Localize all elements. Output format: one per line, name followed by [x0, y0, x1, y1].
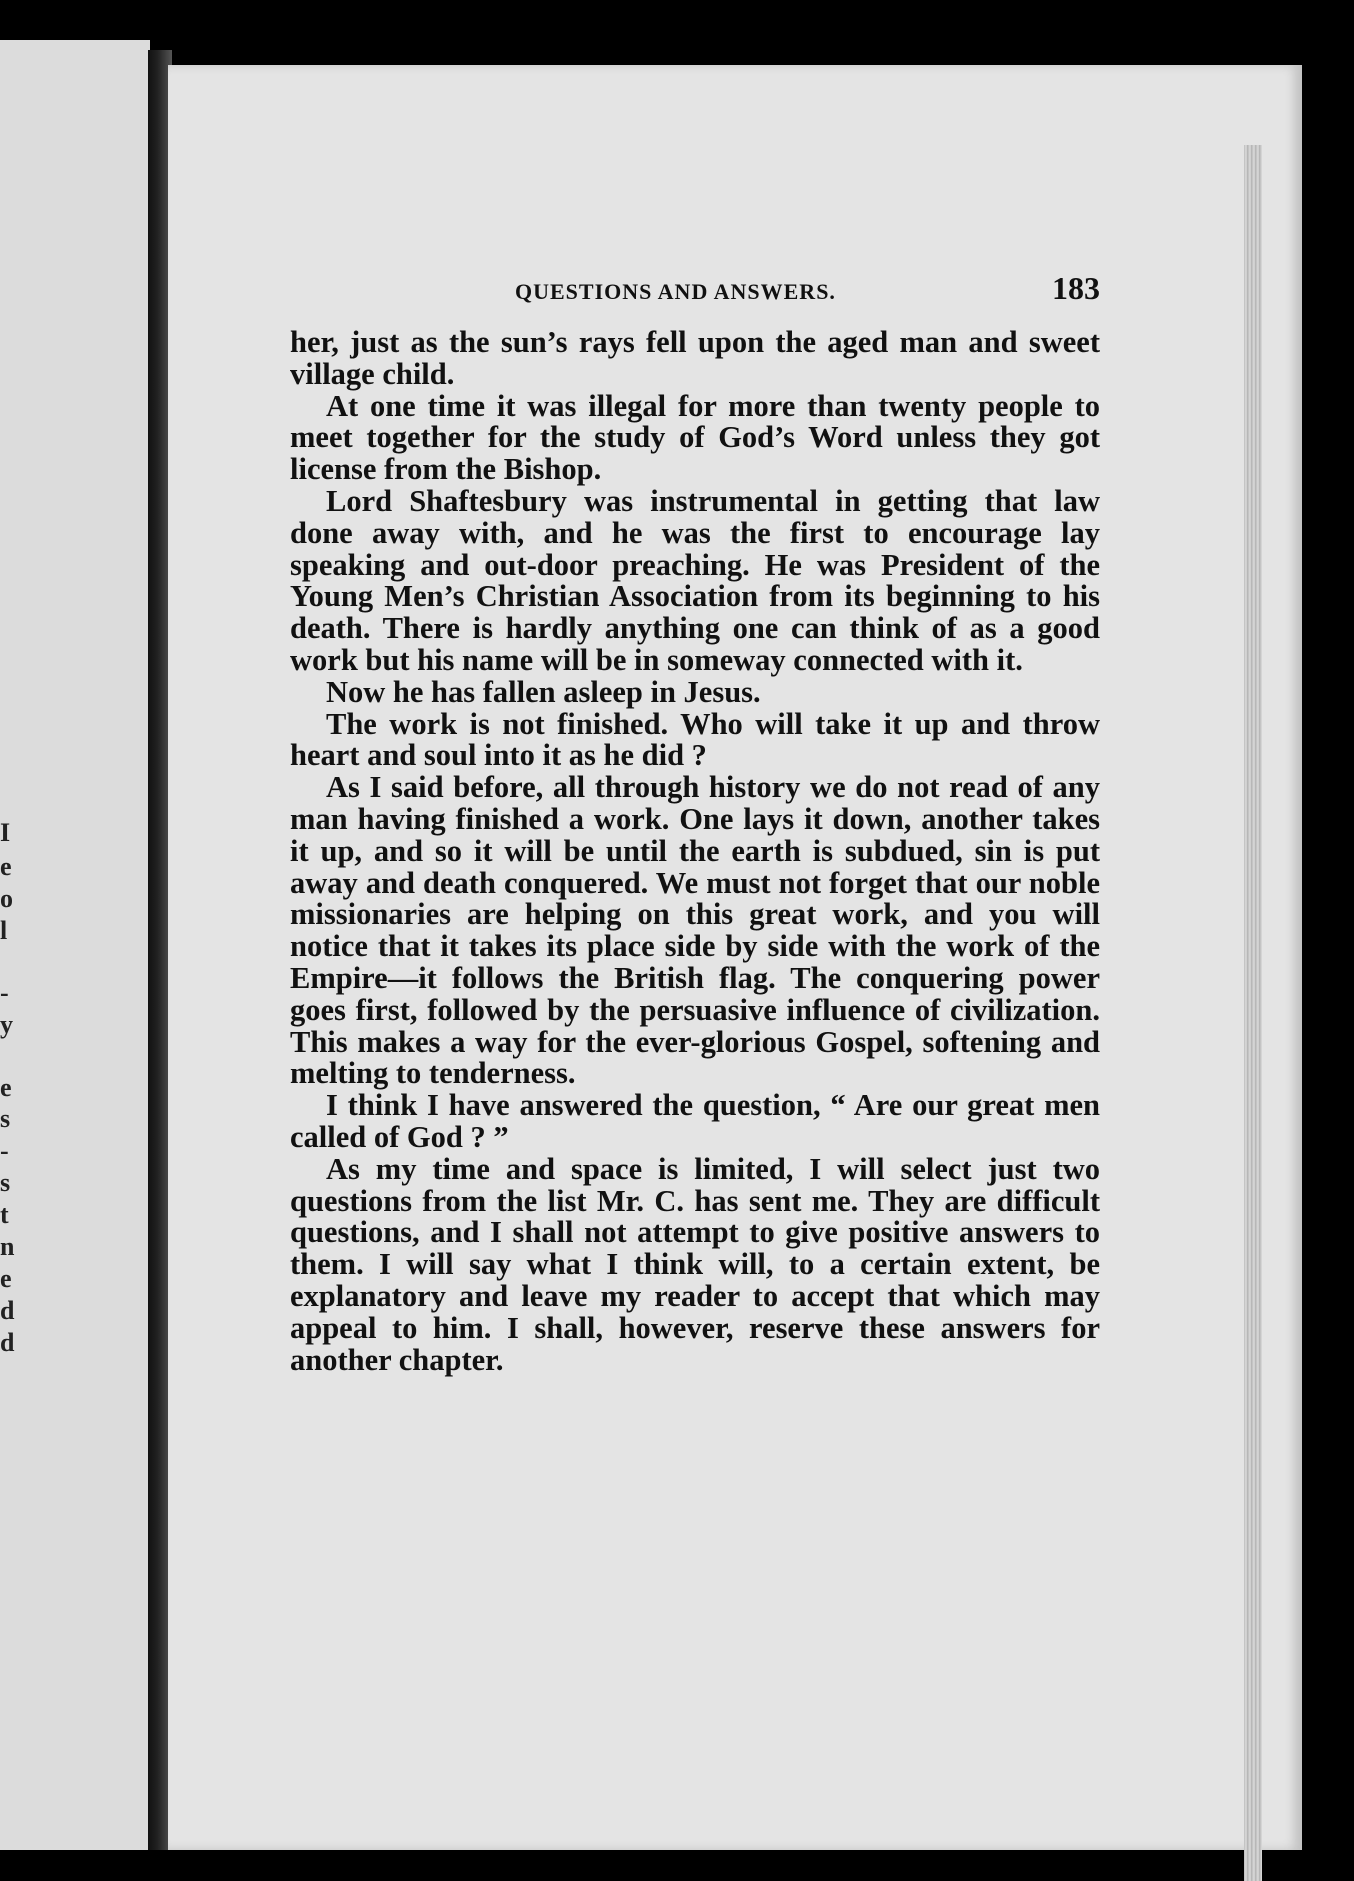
paragraph: Lord Shaftesbury was instrumental in getting that law done away with, and he was the first to encourage lay speaking and out-door preaching. He was President of the Young Men’s Christian Association from its beginning to his death. There is hardly anything one can think of as a good work but his name will be in someway connected with it.: [290, 483, 1100, 677]
edge-letter: y: [0, 1010, 13, 1039]
paragraph: her, just as the sun’s rays fell upon the aged man and sweet village child.: [290, 325, 1100, 391]
paragraph: As I said before, all through history we do not read of any man having finished a work. One lays it down, another takes it up, and so it will be until the earth is subdued, sin is put away and death conquered. We must not forget that our noble missionaries are helping on this great work, and you will notice that it takes its place side by side with the work of the Empire—it follows the British flag. The conquering power goes first, followed by the persuasive influence of civilization. This makes a way for the ever-glorious Gospel, softening and melting to tenderness.: [290, 770, 1100, 1091]
edge-letter: d: [0, 1328, 15, 1357]
running-head: [290, 270, 1100, 307]
page-edges: [1244, 145, 1262, 1881]
edge-letter: -: [0, 1136, 9, 1165]
facing-page-cut-off-letters: [0, 40, 14, 1850]
edge-letter: e: [0, 1264, 12, 1293]
edge-letter: s: [0, 1104, 11, 1133]
paragraph: The work is not finished. Who will take it up and throw heart and soul into it as he did ?: [290, 706, 1100, 773]
edge-letter: s: [0, 1168, 11, 1197]
edge-letter: I: [0, 818, 11, 847]
running-head-title: QUESTIONS AND ANSWERS.: [515, 279, 836, 304]
body-text: [290, 327, 1100, 1376]
edge-letter: o: [0, 884, 13, 913]
paragraph: Now he has fallen asleep in Jesus.: [326, 674, 761, 709]
edge-letter: t: [0, 1200, 9, 1229]
paragraph: I think I have answered the question, “ Are our great men called of God ? ”: [290, 1088, 1100, 1154]
edge-letter: e: [0, 1073, 12, 1102]
paragraph: At one time it was illegal for more than twenty people to meet together for the study of God’s Word unless they got license from the Bishop.: [290, 388, 1100, 487]
edge-letter: l: [0, 916, 8, 945]
facing-page-edge: [0, 40, 150, 1850]
page-number: 183: [1052, 270, 1100, 306]
page-text-block: [290, 270, 1100, 1376]
edge-letter: -: [0, 978, 9, 1007]
edge-letter: n: [0, 1232, 15, 1261]
paragraph: As my time and space is limited, I will select just two questions from the list Mr. C. has sent me. They are difficult questions, and I shall not attempt to give positive answers to them. I will say what I think will, to a certain extent, be explanatory and leave my reader to accept that which may appeal to him. I shall, however, reserve these answers for another chapter.: [290, 1151, 1100, 1377]
edge-letter: d: [0, 1296, 15, 1325]
edge-letter: e: [0, 852, 12, 881]
